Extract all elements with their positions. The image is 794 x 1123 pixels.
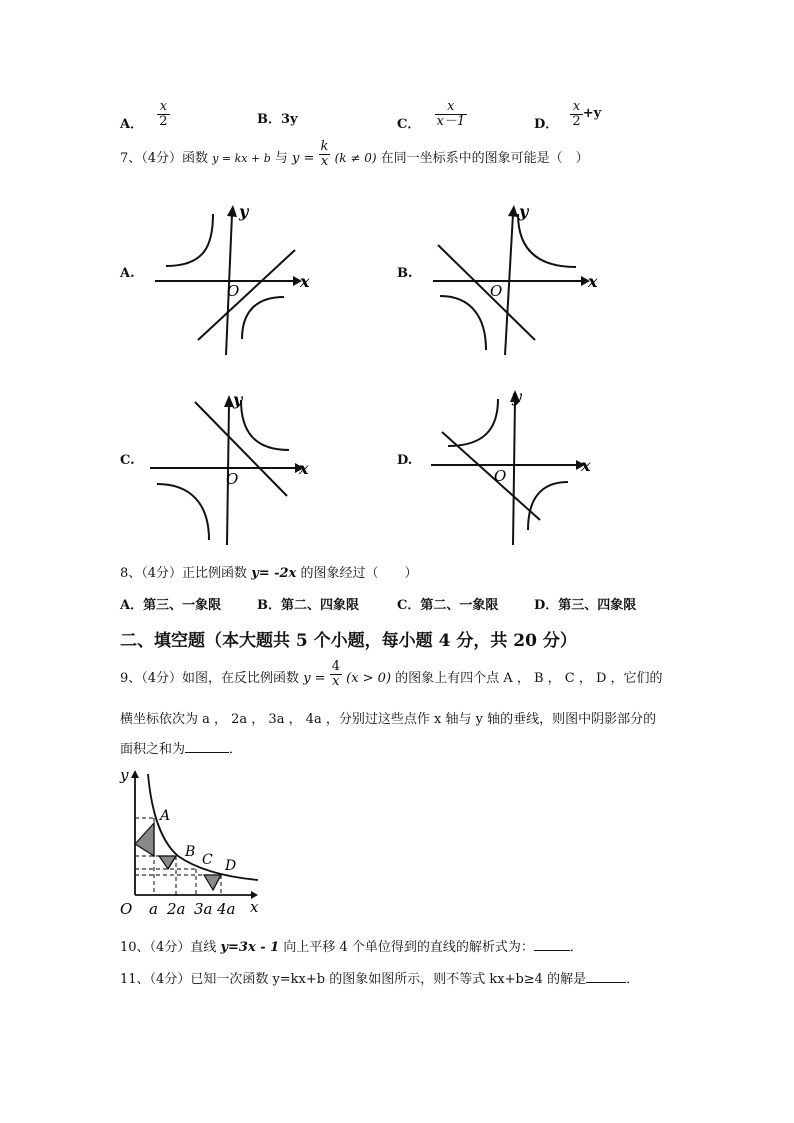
hyperbola-branch-upper-right bbox=[518, 214, 576, 267]
q11-answer-blank[interactable] bbox=[586, 982, 626, 983]
q7-graph-a bbox=[150, 200, 325, 360]
shaded-region-3 bbox=[204, 875, 221, 890]
q6-d-fraction: $\frac{x}{2}$ bbox=[572, 99, 581, 129]
hyperbola-branch-upper-right bbox=[241, 400, 289, 450]
hyperbola-branch-upper-left bbox=[448, 399, 498, 446]
y-label: y bbox=[239, 202, 249, 221]
y-axis-arrow bbox=[508, 205, 518, 217]
section-heading: 二、填空题（本大题共 5 个小题，每小题 4 分，共 20 分） bbox=[120, 631, 577, 651]
y-label: y bbox=[519, 202, 529, 221]
q11-stem: 11、（4分）已知一次函数 y=kx+b 的图象如图所示，则不等式 kx+b≥4 的解是 ． bbox=[120, 972, 640, 987]
y-label: y bbox=[512, 387, 522, 406]
q9-stem-line2: 横坐标依次为 a ， 2a ， 3a ， 4a ，分别过这些点作 x 轴与 y 轴的垂线，则图中阴影部分的 bbox=[120, 712, 657, 727]
q6-option-a: A． $\frac{x}{2}$ bbox=[120, 99, 168, 132]
q9-figure bbox=[116, 764, 266, 922]
q9-answer-blank[interactable] bbox=[185, 752, 229, 753]
y-axis bbox=[513, 399, 515, 545]
q6-option-c: C． $\frac{x}{x-1}$ bbox=[397, 99, 466, 132]
q7-fraction: $\frac{k}{x}$ bbox=[320, 139, 329, 169]
tick-a: a bbox=[149, 900, 158, 918]
q8-stem: 8、（4分）正比例函数 y= -2x 的图象经过（ ） bbox=[120, 566, 418, 581]
hyperbola-branch-lower-left bbox=[440, 296, 486, 350]
hyperbola-branch-upper-left bbox=[166, 214, 213, 266]
y-label: y bbox=[233, 390, 243, 409]
line-y-kx-b bbox=[438, 245, 535, 340]
q7-graph-b bbox=[428, 200, 603, 360]
line-y-kx-b bbox=[198, 250, 295, 340]
q7-label-a: A. bbox=[120, 266, 135, 281]
tick-4a: 4a bbox=[217, 900, 236, 918]
q10-answer-blank[interactable] bbox=[534, 950, 570, 951]
x-label: x bbox=[588, 272, 598, 291]
y-axis-arrow bbox=[227, 205, 237, 217]
q7-label-c: C. bbox=[120, 453, 135, 468]
x-label: x bbox=[250, 898, 259, 916]
q7-label-d: D. bbox=[397, 453, 413, 468]
origin-label: O bbox=[227, 282, 240, 300]
q8-choice-b: B．第二、四象限 bbox=[257, 598, 359, 613]
q7-label-b: B. bbox=[397, 266, 413, 281]
point-b-label: B bbox=[185, 844, 196, 860]
point-d-label: D bbox=[225, 858, 237, 874]
q8-choice-d: D．第三、四象限 bbox=[534, 598, 637, 613]
point-a-label: A bbox=[160, 808, 171, 824]
x-label: x bbox=[299, 459, 309, 478]
q6-option-b: B．3y bbox=[257, 112, 298, 127]
q8-choice-c: C．第二、一象限 bbox=[397, 598, 499, 613]
x-label: x bbox=[581, 456, 591, 475]
q9-fraction: $\frac{4}{x}$ bbox=[331, 659, 340, 689]
q7-graph-d bbox=[428, 385, 603, 545]
q6-option-d: D． $\frac{x}{2}$ +y bbox=[534, 99, 602, 132]
hyperbola-branch-lower-right bbox=[528, 482, 568, 530]
x-label: x bbox=[300, 272, 310, 291]
y-label: y bbox=[120, 766, 129, 784]
origin-label: O bbox=[120, 900, 133, 918]
q6-a-fraction: $\frac{x}{2}$ bbox=[159, 99, 168, 129]
shaded-region-1 bbox=[135, 823, 154, 856]
q6-options bbox=[120, 100, 760, 140]
origin-label: O bbox=[226, 470, 239, 488]
q9-stem-line1: 9、（4分）如图，在反比例函数 y = $\frac{4}{x}$ (x > 0) 的图象上有四个点 A ， B ， C ， D ，它们的 bbox=[120, 659, 663, 689]
q7-stem: 7、（4分）函数 $_{y = kx + b}$ 与 y = $\frac{k}{x}$ (k ≠ 0) 在同一坐标系中的图象可能是（ ） bbox=[120, 139, 589, 169]
point-c-label: C bbox=[202, 852, 213, 868]
origin-label: O bbox=[494, 467, 507, 485]
y-axis bbox=[505, 214, 513, 355]
q9-stem-line3: 面积之和为 ． bbox=[120, 742, 243, 757]
y-axis-arrow bbox=[131, 770, 139, 778]
origin-label: O bbox=[490, 282, 503, 300]
hyperbola-branch-lower-right bbox=[242, 297, 284, 339]
tick-3a: 3a bbox=[194, 900, 213, 918]
shaded-region-2 bbox=[159, 856, 176, 869]
q6-c-fraction: $\frac{x}{x-1}$ bbox=[436, 99, 466, 129]
q10-stem: 10、（4分）直线 y=3x - 1 向上平移 4 个单位得到的直线的解析式为： ． bbox=[120, 940, 583, 955]
line-y-kx-b bbox=[442, 432, 540, 520]
q8-choice-a: A．第三、一象限 bbox=[120, 598, 222, 613]
q7-graph-c bbox=[147, 390, 322, 550]
hyperbola-branch-lower-left bbox=[157, 484, 209, 540]
tick-2a: 2a bbox=[167, 900, 186, 918]
